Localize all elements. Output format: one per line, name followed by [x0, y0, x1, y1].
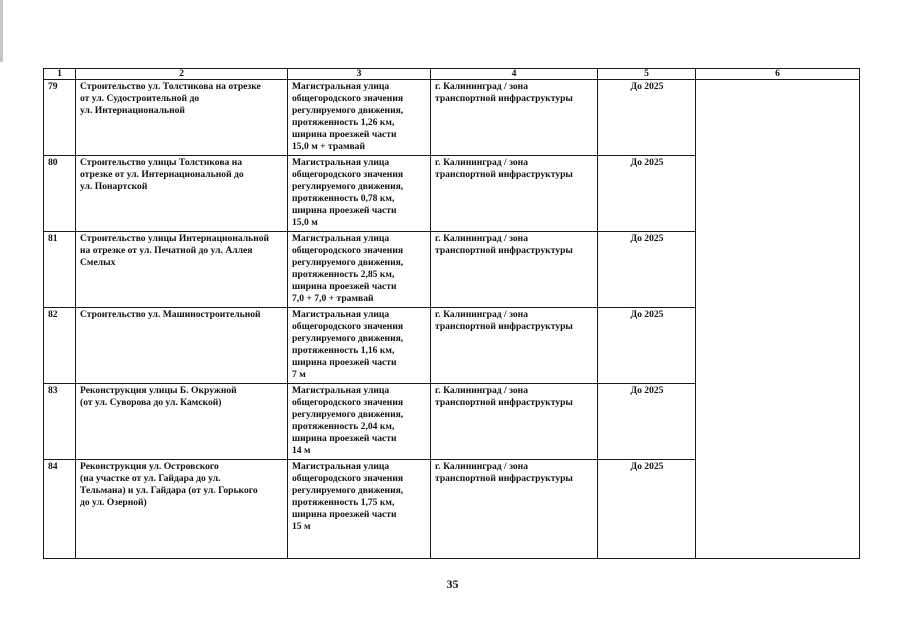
- row-number: 80: [44, 156, 76, 232]
- project-characteristics: Магистральная улица общегородского значения регулируемого движения, протяженность 2,85 км, ширина проезжей части 7,0 + 7,0 + трамвай: [288, 232, 431, 308]
- infrastructure-table: [43, 68, 860, 559]
- project-name: Реконструкция ул. Островского (на участке от ул. Гайдара до ул. Тельмана) и ул. Гайдара (от ул. Горького до ул. Озерной): [76, 460, 288, 559]
- column-header-3: 3: [288, 69, 431, 80]
- project-name: Строительство ул. Машиностроительной: [76, 308, 288, 384]
- page-number: 35: [446, 577, 459, 591]
- project-location: г. Калининград / зона транспортной инфраструктуры: [431, 460, 598, 559]
- scan-edge-mark: [0, 0, 3, 62]
- project-deadline: До 2025: [598, 80, 696, 156]
- column-header-5: 5: [598, 69, 696, 80]
- project-characteristics: Магистральная улица общегородского значения регулируемого движения, протяженность 1,26 км, ширина проезжей части 15,0 м + трамвай: [288, 80, 431, 156]
- project-characteristics: Магистральная улица общегородского значения регулируемого движения, протяженность 0,78 км, ширина проезжей части 15,0 м: [288, 156, 431, 232]
- row-number: 82: [44, 308, 76, 384]
- project-deadline: До 2025: [598, 308, 696, 384]
- project-deadline: До 2025: [598, 460, 696, 559]
- project-deadline: До 2025: [598, 232, 696, 308]
- project-location: г. Калининград / зона транспортной инфраструктуры: [431, 232, 598, 308]
- project-name: Строительство ул. Толстикова на отрезке от ул. Судостроительной до ул. Интернациональной: [76, 80, 288, 156]
- project-name: Строительство улицы Интернациональной на отрезке от ул. Печатной до ул. Аллея Смелых: [76, 232, 288, 308]
- row-number: 81: [44, 232, 76, 308]
- column-header-2: 2: [76, 69, 288, 80]
- column-header-4: 4: [431, 69, 598, 80]
- project-characteristics: Магистральная улица общегородского значения регулируемого движения, протяженность 1,75 км, ширина проезжей части 15 м: [288, 460, 431, 559]
- column-header-1: 1: [44, 69, 76, 80]
- project-characteristics: Магистральная улица общегородского значения регулируемого движения, протяженность 2,04 км, ширина проезжей части 14 м: [288, 384, 431, 460]
- project-characteristics: Магистральная улица общегородского значения регулируемого движения, протяженность 1,16 км, ширина проезжей части 7 м: [288, 308, 431, 384]
- column-6-cell: [696, 80, 860, 559]
- project-location: г. Калининград / зона транспортной инфраструктуры: [431, 80, 598, 156]
- column-header-6: 6: [696, 69, 860, 80]
- project-name: Реконструкция улицы Б. Окружной (от ул. Суворова до ул. Камской): [76, 384, 288, 460]
- row-number: 83: [44, 384, 76, 460]
- table-row: [44, 80, 860, 156]
- project-location: г. Калининград / зона транспортной инфраструктуры: [431, 308, 598, 384]
- project-name: Строительство улицы Толстикова на отрезке от ул. Интернациональной до ул. Понартской: [76, 156, 288, 232]
- project-deadline: До 2025: [598, 156, 696, 232]
- project-location: г. Калининград / зона транспортной инфраструктуры: [431, 384, 598, 460]
- table-header-row: [44, 69, 860, 80]
- row-number: 84: [44, 460, 76, 559]
- row-number: 79: [44, 80, 76, 156]
- project-location: г. Калининград / зона транспортной инфраструктуры: [431, 156, 598, 232]
- project-deadline: До 2025: [598, 384, 696, 460]
